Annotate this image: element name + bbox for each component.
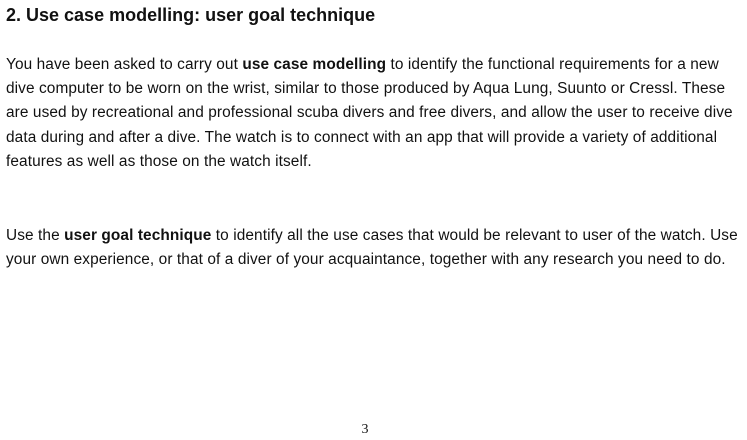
paragraph-2-text-start: Use the	[6, 227, 65, 244]
paragraph-2-bold-term: user goal technique	[64, 227, 212, 244]
section-heading: 2. Use case modelling: user goal technique	[6, 5, 376, 25]
page-number: 3	[361, 422, 369, 437]
paragraph-1-bold-term: use case modelling	[242, 56, 387, 73]
paragraph-1-text-start: You have been asked to carry out	[6, 56, 243, 73]
paragraph-instructions	[6, 224, 744, 272]
paragraph-1-text-end: to identify the functional requirements for a new dive computer to be worn on the wrist, similar to those produced by Aqua Lung, Suunto or Cressl. These are used by recreational and professional scuba divers and free divers, and allow the user to receive dive data during and after a dive. The watch is to connect with an app that will provide a variety of additional features as well as those on the watch itself.	[6, 56, 733, 170]
paragraph-task-description	[6, 53, 744, 174]
paragraph-2-text-end: to identify all the use cases that would be relevant to user of the watch. Use your own experience, or that of a diver of your acquaintance, together with any research you need to do.	[6, 227, 738, 269]
